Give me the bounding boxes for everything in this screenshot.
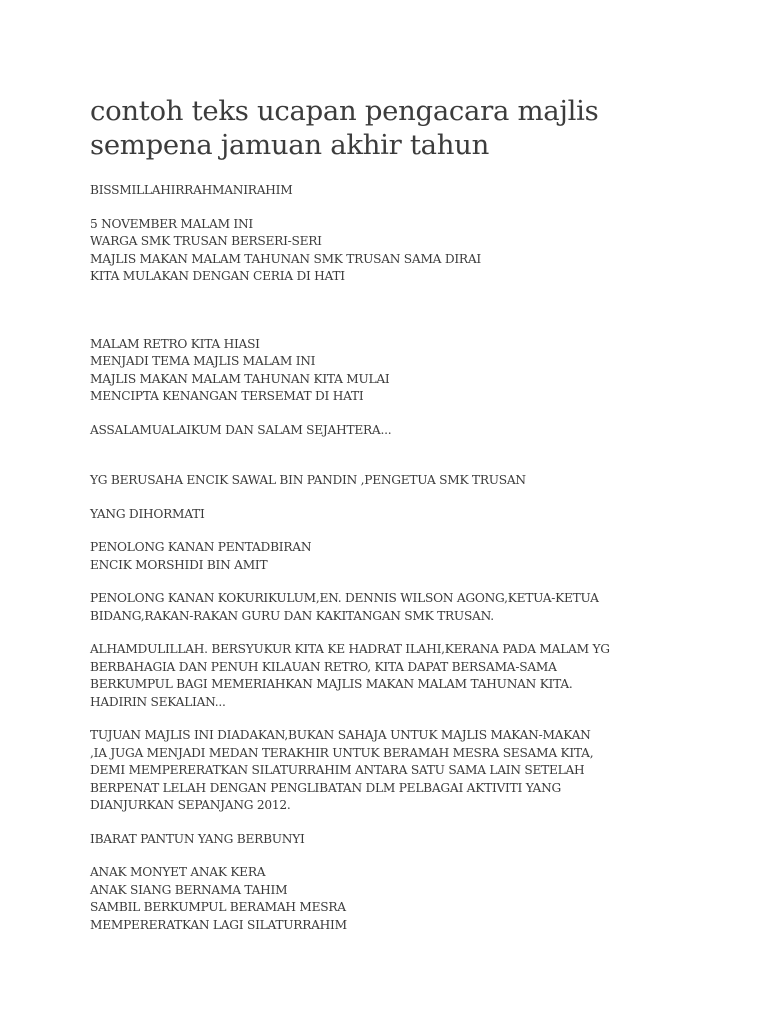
text-line: SAMBIL BERKUMPUL BERAMAH MESRA bbox=[90, 900, 346, 914]
paragraph-respected bbox=[90, 506, 690, 524]
text-line: MENJADI TEMA MAJLIS MALAM INI bbox=[90, 354, 316, 368]
text-line: BISSMILLAHIRRAHMANIRAHIM bbox=[90, 183, 293, 197]
paragraph-opening-pantun bbox=[90, 216, 690, 286]
text-line: BIDANG,RAKAN-RAKAN GURU DAN KAKITANGAN SMK TRUSAN. bbox=[90, 608, 494, 623]
text-line: 5 NOVEMBER MALAM INI bbox=[90, 216, 253, 231]
text-line: ALHAMDULILLAH. BERSYUKUR KITA KE HADRAT ILAHI,KERANA PADA MALAM YG bbox=[90, 642, 610, 656]
text-line: PENOLONG KANAN KOKURIKULUM,EN. DENNIS WILSON AGONG,KETUA-KETUA bbox=[90, 591, 599, 605]
text-line: BERPENAT LELAH DENGAN PENGLIBATAN DLM PELBAGAI AKTIVITI YANG bbox=[90, 780, 561, 795]
paragraph-purpose bbox=[90, 727, 690, 815]
text-line: MEMPERERATKAN LAGI SILATURRAHIM bbox=[90, 917, 347, 932]
text-line: BERKUMPUL BAGI MEMERIAHKAN MAJLIS MAKAN MALAM TAHUNAN KITA. bbox=[90, 677, 573, 691]
text-line: IBARAT PANTUN YANG BERBUNYI bbox=[90, 831, 305, 846]
text-line: ASSALAMUALAIKUM DAN SALAM SEJAHTERA... bbox=[90, 422, 392, 437]
text-line: DEMI MEMPERERATKAN SILATURRAHIM ANTARA SATU SAMA LAIN SETELAH bbox=[90, 763, 585, 777]
text-line: WARGA SMK TRUSAN BERSERI-SERI bbox=[90, 234, 322, 248]
title-line: sempena jamuan akhir tahun bbox=[90, 129, 489, 161]
paragraph-cocurricular-deputy bbox=[90, 590, 690, 625]
paragraph-closing-pantun bbox=[90, 864, 690, 934]
text-line: YANG DIHORMATI bbox=[90, 506, 205, 521]
document-page bbox=[90, 94, 690, 934]
text-line: MENCIPTA KENANGAN TERSEMAT DI HATI bbox=[90, 389, 364, 403]
text-line: KITA MULAKAN DENGAN CERIA DI HATI bbox=[90, 269, 345, 283]
text-line: PENOLONG KANAN PENTADBIRAN bbox=[90, 540, 312, 554]
paragraph-retro-pantun bbox=[90, 336, 690, 406]
text-line: MALAM RETRO KITA HIASI bbox=[90, 336, 260, 351]
paragraph-greeting bbox=[90, 422, 690, 440]
paragraph-alhamdulillah bbox=[90, 641, 690, 711]
text-line: ANAK SIANG BERNAMA TAHIM bbox=[90, 882, 288, 897]
paragraph-principal bbox=[90, 472, 690, 490]
paragraph-pantun-intro bbox=[90, 831, 690, 849]
title-line: contoh teks ucapan pengacara majlis bbox=[90, 95, 599, 127]
text-line: MAJLIS MAKAN MALAM TAHUNAN SMK TRUSAN SAMA DIRAI bbox=[90, 251, 481, 266]
text-line: ANAK MONYET ANAK KERA bbox=[90, 865, 266, 879]
text-line: ,IA JUGA MENJADI MEDAN TERAKHIR UNTUK BERAMAH MESRA SESAMA KITA, bbox=[90, 745, 594, 760]
text-line: YG BERUSAHA ENCIK SAWAL BIN PANDIN ,PENGETUA SMK TRUSAN bbox=[90, 473, 526, 487]
text-line: DIANJURKAN SEPANJANG 2012. bbox=[90, 798, 291, 812]
text-line: BERBAHAGIA DAN PENUH KILAUAN RETRO, KITA DAPAT BERSAMA-SAMA bbox=[90, 659, 557, 674]
text-line: HADIRIN SEKALIAN... bbox=[90, 694, 226, 709]
paragraph-bismillah bbox=[90, 182, 690, 200]
text-line: MAJLIS MAKAN MALAM TAHUNAN KITA MULAI bbox=[90, 371, 390, 386]
paragraph-admin-deputy bbox=[90, 539, 690, 574]
document-title bbox=[90, 94, 690, 162]
text-line: ENCIK MORSHIDI BIN AMIT bbox=[90, 557, 268, 572]
text-line: TUJUAN MAJLIS INI DIADAKAN,BUKAN SAHAJA UNTUK MAJLIS MAKAN-MAKAN bbox=[90, 728, 591, 742]
